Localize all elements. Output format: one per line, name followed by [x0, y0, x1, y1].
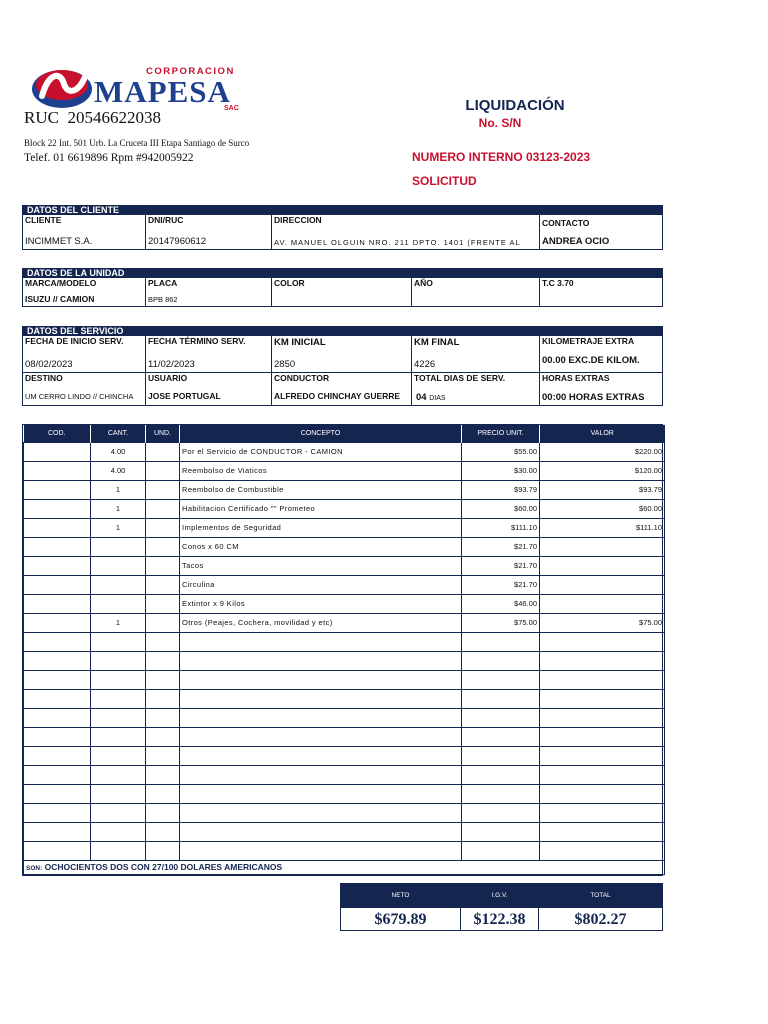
net-value: $679.89 — [374, 911, 427, 928]
service-km-start-value: 2850 — [274, 359, 296, 370]
item-value — [540, 670, 665, 689]
service-user-label: USUARIO — [148, 373, 188, 383]
client-address-value: AV. MANUEL OLGUIN NRO. 211 DPTO. 1401 (FRENTE AL — [274, 238, 521, 247]
item-value — [540, 746, 665, 765]
item-unit — [146, 765, 180, 784]
item-qty — [91, 556, 146, 575]
amount-in-words-text: OCHOCIENTOS DOS CON 27/100 DOLARES AMERICANOS — [44, 862, 283, 872]
item-value — [540, 556, 665, 575]
item-value — [540, 708, 665, 727]
item-concept: Extintor x 9 Kilos — [180, 594, 462, 613]
item-concept: Tacos — [180, 556, 462, 575]
item-price — [462, 784, 540, 803]
table-row — [24, 594, 665, 613]
item-price — [462, 689, 540, 708]
item-value — [540, 841, 665, 860]
item-cod — [24, 442, 91, 461]
item-concept — [180, 670, 462, 689]
item-concept — [180, 841, 462, 860]
item-cod — [24, 556, 91, 575]
service-km-start-label: KM INICIAL — [274, 337, 326, 348]
item-unit — [146, 499, 180, 518]
service-extra-hours-value: 00:00 HORAS EXTRAS — [542, 392, 645, 403]
item-value: $220.00 — [540, 442, 665, 461]
unit-color-label: COLOR — [274, 278, 305, 288]
item-value — [540, 594, 665, 613]
table-row — [24, 613, 665, 632]
table-row — [24, 480, 665, 499]
igv-value: $122.38 — [473, 911, 526, 928]
item-price — [462, 822, 540, 841]
item-cod — [24, 594, 91, 613]
item-price: $21.70 — [462, 556, 540, 575]
item-value — [540, 765, 665, 784]
request-label: SOLICITUD — [412, 174, 477, 188]
unit-section — [22, 268, 663, 307]
item-qty — [91, 841, 146, 860]
item-concept: Otros (Peajes, Cochera, movilidad y etc) — [180, 613, 462, 632]
item-qty — [91, 651, 146, 670]
item-price — [462, 651, 540, 670]
unit-section-header: DATOS DE LA UNIDAD — [23, 269, 662, 278]
item-cod — [24, 537, 91, 556]
item-cod — [24, 613, 91, 632]
unit-year-label: AÑO — [414, 278, 433, 288]
item-qty — [91, 575, 146, 594]
item-price: $55.00 — [462, 442, 540, 461]
item-qty — [91, 670, 146, 689]
service-days-unit: DIAS — [429, 395, 446, 402]
item-cod — [24, 651, 91, 670]
item-concept — [180, 632, 462, 651]
table-row — [24, 575, 665, 594]
item-price: $60.00 — [462, 499, 540, 518]
company-address: Block 22 Int. 501 Urb. La Cruceta III Etapa Santiago de Surco — [24, 138, 250, 148]
item-concept — [180, 765, 462, 784]
item-value — [540, 651, 665, 670]
item-price: $111.10 — [462, 518, 540, 537]
col-header-value: VALOR — [540, 425, 665, 442]
item-price: $75.00 — [462, 613, 540, 632]
item-price — [462, 727, 540, 746]
service-destination-label: DESTINO — [25, 373, 63, 383]
item-qty: 1 — [91, 613, 146, 632]
service-driver-label: CONDUCTOR — [274, 373, 330, 383]
service-km-extra-cell — [540, 336, 662, 372]
items-header-row — [24, 425, 665, 442]
client-name-label: CLIENTE — [25, 215, 62, 225]
item-cod — [24, 727, 91, 746]
item-price — [462, 746, 540, 765]
item-cod — [24, 689, 91, 708]
item-cod — [24, 575, 91, 594]
item-concept — [180, 746, 462, 765]
company-logo — [28, 62, 248, 112]
table-row — [24, 556, 665, 575]
item-value: $93.79 — [540, 480, 665, 499]
table-row — [24, 784, 665, 803]
ruc-value: 20546622038 — [67, 108, 161, 127]
table-row — [24, 442, 665, 461]
igv-label: I.G.V. — [461, 884, 538, 908]
item-unit — [146, 803, 180, 822]
item-qty — [91, 784, 146, 803]
item-price: $21.70 — [462, 537, 540, 556]
item-unit — [146, 442, 180, 461]
igv-column — [461, 884, 539, 930]
service-start-label: FECHA DE INICIO SERV. — [25, 336, 124, 346]
client-address-cell — [272, 215, 540, 249]
item-qty — [91, 803, 146, 822]
table-row — [24, 765, 665, 784]
table-row — [24, 746, 665, 765]
service-km-extra-value: 00.00 EXC.DE KILOM. — [542, 355, 640, 366]
service-start-cell — [23, 336, 146, 372]
service-days-number: 04 — [416, 392, 427, 403]
item-concept: Circulina — [180, 575, 462, 594]
item-cod — [24, 499, 91, 518]
item-concept — [180, 803, 462, 822]
item-qty — [91, 594, 146, 613]
total-label: TOTAL — [539, 884, 662, 908]
unit-brand-label: MARCA/MODELO — [25, 278, 97, 288]
unit-color-cell — [272, 278, 412, 306]
item-price: $46.00 — [462, 594, 540, 613]
item-cod — [24, 803, 91, 822]
item-qty — [91, 708, 146, 727]
item-price: $21.70 — [462, 575, 540, 594]
service-user-cell — [146, 373, 272, 405]
item-unit — [146, 556, 180, 575]
item-value: $120.00 — [540, 461, 665, 480]
item-value — [540, 689, 665, 708]
item-qty — [91, 632, 146, 651]
item-unit — [146, 746, 180, 765]
totals-box — [340, 883, 663, 931]
item-price — [462, 632, 540, 651]
client-name-value: INCIMMET S.A. — [25, 236, 93, 247]
service-km-end-cell — [412, 336, 540, 372]
item-concept: Reembolso de Viaticos — [180, 461, 462, 480]
unit-tc-label: T.C 3.70 — [542, 278, 574, 288]
item-concept — [180, 784, 462, 803]
item-price — [462, 670, 540, 689]
item-cod — [24, 461, 91, 480]
item-value — [540, 803, 665, 822]
service-km-extra-label: KILOMETRAJE EXTRA — [542, 336, 635, 346]
svg-text:SAC: SAC — [224, 105, 239, 112]
item-unit — [146, 689, 180, 708]
item-cod — [24, 841, 91, 860]
service-km-end-label: KM FINAL — [414, 337, 460, 348]
item-unit — [146, 537, 180, 556]
service-destination-cell — [23, 373, 146, 405]
item-value — [540, 822, 665, 841]
service-end-value: 11/02/2023 — [148, 359, 195, 370]
item-unit — [146, 575, 180, 594]
internal-number: NUMERO INTERNO 03123-2023 — [412, 150, 591, 164]
service-destination-value: UM CERRO LINDO // CHINCHA — [25, 392, 134, 401]
item-value — [540, 537, 665, 556]
item-qty — [91, 537, 146, 556]
item-value — [540, 727, 665, 746]
item-qty: 1 — [91, 499, 146, 518]
svg-text:MAPESA: MAPESA — [94, 74, 231, 109]
table-row — [24, 727, 665, 746]
item-concept: Reembolso de Combustible — [180, 480, 462, 499]
item-unit — [146, 822, 180, 841]
total-value: $802.27 — [574, 911, 627, 928]
unit-year-cell — [412, 278, 540, 306]
item-qty: 1 — [91, 518, 146, 537]
item-concept: Implementos de Seguridad — [180, 518, 462, 537]
item-qty: 4.00 — [91, 442, 146, 461]
item-unit — [146, 480, 180, 499]
client-contact-label: CONTACTO — [542, 218, 590, 228]
mapesa-logo-icon — [28, 62, 248, 112]
table-row — [24, 689, 665, 708]
service-driver-cell — [272, 373, 412, 405]
net-label: NETO — [341, 884, 460, 908]
service-user-value: JOSE PORTUGAL — [148, 391, 221, 401]
table-row — [24, 822, 665, 841]
item-unit — [146, 594, 180, 613]
item-concept — [180, 708, 462, 727]
service-extra-hours-label: HORAS EXTRAS — [542, 373, 610, 383]
item-price — [462, 841, 540, 860]
unit-tc-cell — [540, 278, 662, 306]
item-value — [540, 632, 665, 651]
service-days-value — [414, 392, 446, 403]
col-header-concept: CONCEPTO — [180, 425, 462, 442]
item-unit — [146, 632, 180, 651]
unit-plate-label: PLACA — [148, 278, 178, 288]
item-cod — [24, 632, 91, 651]
item-price: $30.00 — [462, 461, 540, 480]
service-section-header: DATOS DEL SERVICIO — [23, 327, 662, 336]
item-unit — [146, 727, 180, 746]
table-row — [24, 841, 665, 860]
item-cod — [24, 480, 91, 499]
item-value: $111.10 — [540, 518, 665, 537]
service-end-label: FECHA TÉRMINO SERV. — [148, 336, 246, 346]
client-name-cell — [23, 215, 146, 249]
item-concept: Por el Servicio de CONDUCTOR - CAMION — [180, 442, 462, 461]
item-cod — [24, 670, 91, 689]
total-column — [539, 884, 662, 930]
item-cod — [24, 784, 91, 803]
col-header-qty: CANT. — [91, 425, 146, 442]
item-value — [540, 784, 665, 803]
item-concept — [180, 689, 462, 708]
client-section-header: DATOS DEL CLIENTE — [23, 206, 662, 215]
item-qty — [91, 765, 146, 784]
unit-brand-value: ISUZU // CAMION — [25, 294, 95, 304]
item-value — [540, 575, 665, 594]
client-address-label: DIRECCION — [274, 215, 322, 225]
client-section — [22, 205, 663, 250]
item-price — [462, 765, 540, 784]
item-price: $93.79 — [462, 480, 540, 499]
item-unit — [146, 841, 180, 860]
service-end-cell — [146, 336, 272, 372]
col-header-price: PRECIO UNIT. — [462, 425, 540, 442]
item-qty — [91, 727, 146, 746]
document-number: No. S/N — [478, 116, 522, 130]
net-column — [341, 884, 461, 930]
item-concept — [180, 822, 462, 841]
item-value: $60.00 — [540, 499, 665, 518]
client-dni-cell — [146, 215, 272, 249]
item-unit — [146, 613, 180, 632]
item-unit — [146, 708, 180, 727]
col-header-unit: UND. — [146, 425, 180, 442]
client-dni-value: 20147960612 — [148, 236, 207, 247]
item-unit — [146, 670, 180, 689]
table-row — [24, 708, 665, 727]
item-unit — [146, 461, 180, 480]
item-unit — [146, 784, 180, 803]
table-row — [24, 803, 665, 822]
item-qty — [91, 746, 146, 765]
table-row — [24, 518, 665, 537]
company-ruc — [24, 108, 161, 128]
amount-in-words-cell — [24, 860, 665, 874]
item-cod — [24, 746, 91, 765]
service-section — [22, 326, 663, 406]
item-cod — [24, 518, 91, 537]
svg-text:CORPORACION: CORPORACION — [146, 66, 235, 77]
unit-plate-value: BPB 862 — [148, 295, 178, 304]
service-days-cell — [412, 373, 540, 405]
service-km-start-cell — [272, 336, 412, 372]
item-cod — [24, 822, 91, 841]
items-table — [22, 424, 663, 876]
client-contact-cell — [540, 215, 662, 249]
unit-brand-cell — [23, 278, 146, 306]
table-row — [24, 537, 665, 556]
table-row — [24, 651, 665, 670]
service-extra-hours-cell — [540, 373, 662, 405]
items-body — [24, 442, 665, 860]
document-title: LIQUIDACIÓN — [465, 97, 565, 114]
item-value: $75.00 — [540, 613, 665, 632]
item-unit — [146, 651, 180, 670]
table-row — [24, 499, 665, 518]
service-km-end-value: 4226 — [414, 359, 436, 370]
item-concept — [180, 727, 462, 746]
client-dni-label: DNI/RUC — [148, 215, 184, 225]
ruc-label: RUC — [24, 108, 59, 127]
item-qty: 4.00 — [91, 461, 146, 480]
col-header-cod: COD. — [24, 425, 91, 442]
table-row — [24, 632, 665, 651]
item-qty: 1 — [91, 480, 146, 499]
item-price — [462, 708, 540, 727]
item-qty — [91, 822, 146, 841]
item-concept: Habilitacion Certificado "" Prometeo — [180, 499, 462, 518]
service-days-label: TOTAL DIAS DE SERV. — [414, 373, 506, 383]
item-concept — [180, 651, 462, 670]
item-cod — [24, 765, 91, 784]
table-row — [24, 670, 665, 689]
amount-in-words-row — [24, 860, 665, 874]
client-contact-value: ANDREA OCIO — [542, 236, 610, 247]
item-price — [462, 803, 540, 822]
company-phone: Telef. 01 6619896 Rpm #942005922 — [24, 152, 194, 164]
item-concept: Conos x 60 CM — [180, 537, 462, 556]
service-driver-value: ALFREDO CHINCHAY GUERRE — [274, 391, 401, 401]
unit-plate-cell — [146, 278, 272, 306]
item-cod — [24, 708, 91, 727]
amount-in-words-label: SON: — [26, 865, 43, 872]
item-unit — [146, 518, 180, 537]
item-qty — [91, 689, 146, 708]
service-start-value: 08/02/2023 — [25, 359, 73, 370]
table-row — [24, 461, 665, 480]
